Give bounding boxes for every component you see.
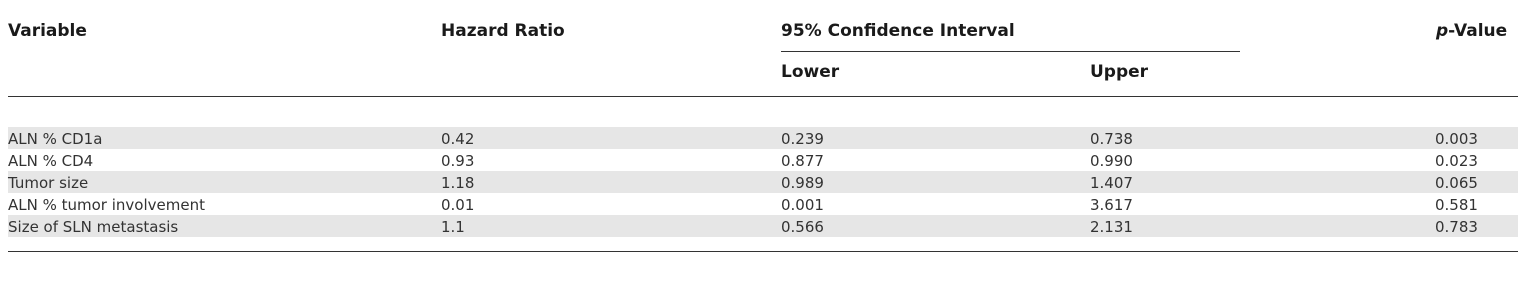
table-row: [8, 215, 1518, 237]
cell-hazard-ratio: 0.42: [441, 130, 475, 148]
cell-lower: 0.989: [781, 174, 824, 192]
cell-p-value: 0.581: [1435, 196, 1478, 214]
header-confidence-interval: 95% Confidence Interval: [781, 21, 1015, 41]
cell-upper: 0.738: [1090, 130, 1133, 148]
table-bottom-rule: [8, 251, 1518, 252]
cell-p-value: 0.003: [1435, 130, 1478, 148]
table-row: [8, 149, 1518, 171]
cell-upper: 3.617: [1090, 196, 1133, 214]
header-hazard-ratio: Hazard Ratio: [441, 21, 565, 41]
cell-lower: 0.001: [781, 196, 824, 214]
cell-upper: 0.990: [1090, 152, 1133, 170]
cell-lower: 0.877: [781, 152, 824, 170]
cell-variable: Size of SLN metastasis: [8, 218, 179, 236]
cell-hazard-ratio: 0.01: [441, 196, 475, 214]
cell-hazard-ratio: 1.1: [441, 218, 465, 236]
table-row: [8, 127, 1518, 149]
table-row: [8, 171, 1518, 193]
cell-variable: ALN % CD4: [8, 152, 94, 170]
cell-hazard-ratio: 1.18: [441, 174, 475, 192]
cell-upper: 2.131: [1090, 218, 1133, 236]
header-lower: Lower: [781, 62, 840, 82]
header-variable: Variable: [8, 21, 87, 41]
header-p-value: [1436, 21, 1507, 41]
cell-lower: 0.239: [781, 130, 824, 148]
cell-hazard-ratio: 0.93: [441, 152, 475, 170]
header-p-italic: p: [1436, 21, 1449, 41]
cell-p-value: 0.783: [1435, 218, 1478, 236]
cell-variable: Tumor size: [8, 174, 89, 192]
cell-upper: 1.407: [1090, 174, 1133, 192]
header-p-rest: -Value: [1448, 21, 1508, 41]
header-bottom-rule: [8, 96, 1518, 97]
table-row: [8, 193, 1518, 215]
cell-variable: ALN % tumor involvement: [8, 196, 205, 214]
cell-p-value: 0.065: [1435, 174, 1478, 192]
cell-lower: 0.566: [781, 218, 824, 236]
header-upper: Upper: [1090, 62, 1149, 82]
cell-variable: ALN % CD1a: [8, 130, 103, 148]
cell-p-value: 0.023: [1435, 152, 1478, 170]
ci-header-rule: [781, 51, 1240, 52]
